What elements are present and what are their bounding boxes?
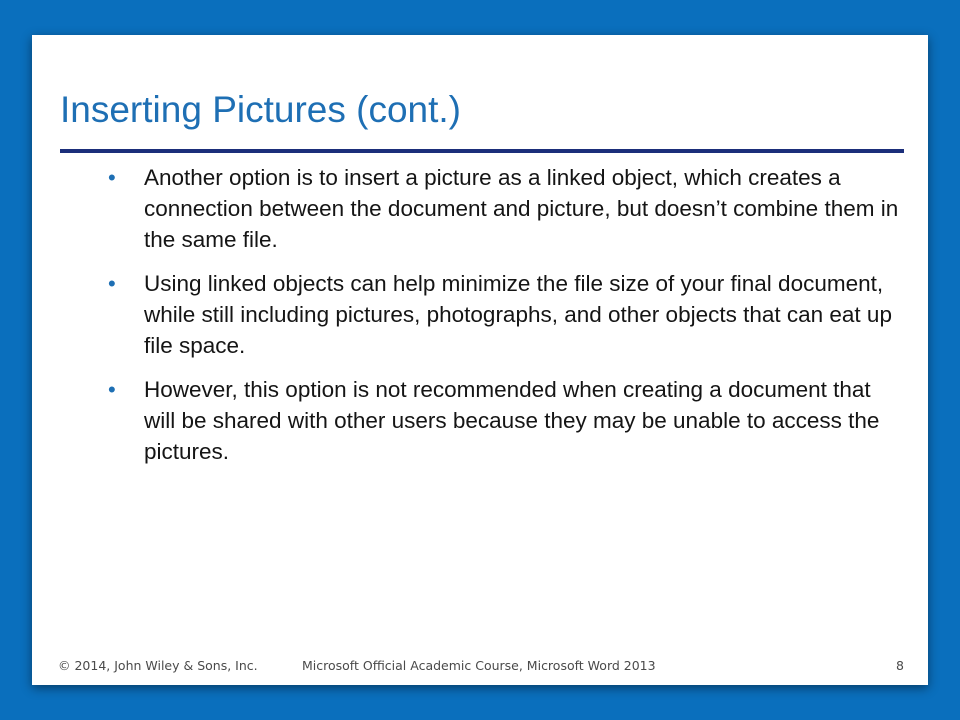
bullet-text: Another option is to insert a picture as a linked object, which creates a connection between the document and picture, but doesn’t combine them in the same file. (144, 165, 899, 252)
bullet-icon: • (108, 377, 116, 402)
footer-course-name: Microsoft Official Academic Course, Microsoft Word 2013 (302, 658, 656, 673)
bullet-list (108, 162, 908, 480)
title-divider (60, 149, 904, 153)
slide (32, 35, 928, 685)
bullet-icon: • (108, 165, 116, 190)
bullet-item (108, 374, 908, 467)
bullet-item (108, 268, 908, 361)
bullet-item (108, 162, 908, 255)
bullet-icon: • (108, 271, 116, 296)
slide-title: Inserting Pictures (cont.) (60, 89, 461, 130)
slide-number: 8 (896, 658, 904, 673)
footer-copyright: © 2014, John Wiley & Sons, Inc. (58, 658, 258, 673)
bullet-text: Using linked objects can help minimize the file size of your final document, while still including pictures, photographs, and other objects that can eat up file space. (144, 271, 892, 358)
bullet-text: However, this option is not recommended when creating a document that will be shared with other users because they may be unable to access the pictures. (144, 377, 880, 464)
